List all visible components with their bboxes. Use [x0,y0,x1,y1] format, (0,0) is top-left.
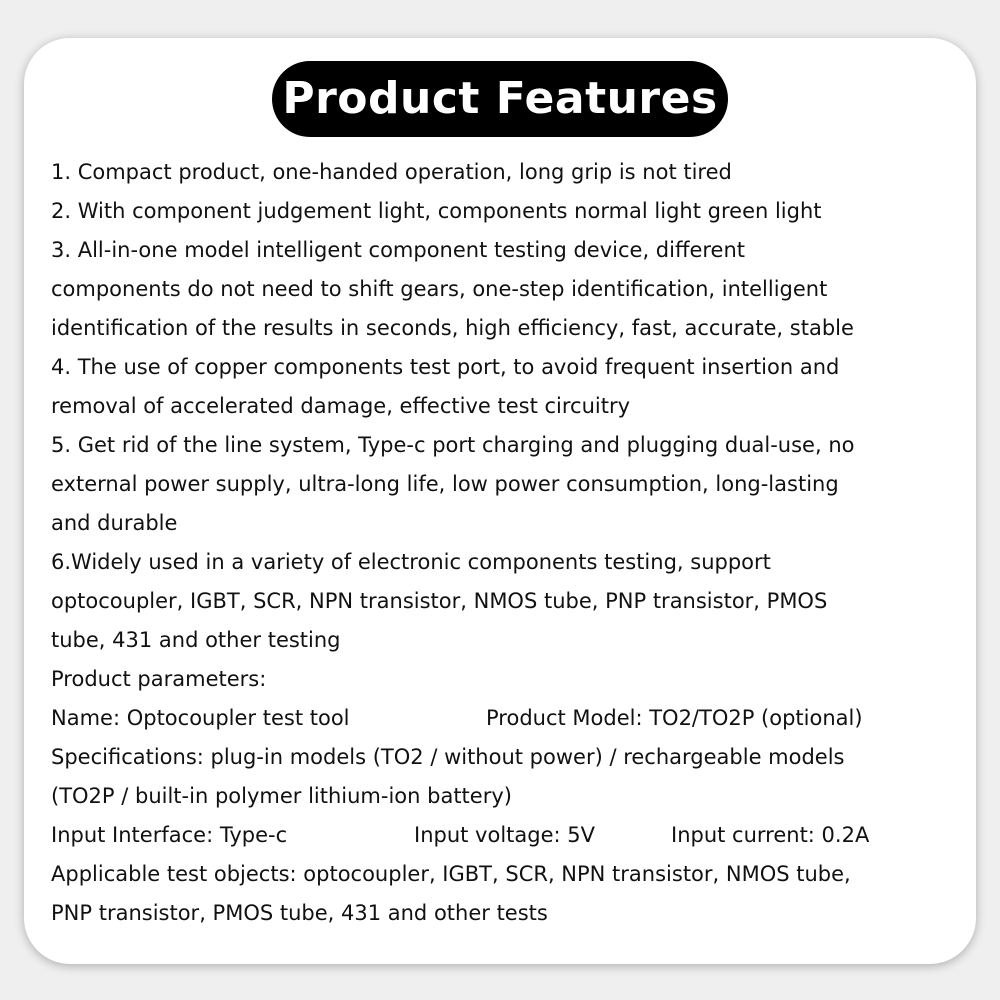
feature-line: 4. The use of copper components test port, to avoid frequent insertion and [51,355,840,379]
param-specifications: Specifications: plug-in models (TO2 / without power) / rechargeable models [51,745,845,769]
feature-line: components do not need to shift gears, one-step identification, intelligent [51,277,828,301]
param-name: Name: Optocoupler test tool [51,706,350,730]
input-row [51,816,956,855]
feature-line: 1. Compact product, one-handed operation, long grip is not tired [51,160,732,184]
feature-line: optocoupler, IGBT, SCR, NPN transistor, NMOS tube, PNP transistor, PMOS [51,589,828,613]
feature-line: tube, 431 and other testing [51,628,341,652]
page-title: Product Features [272,61,728,137]
parameters-heading: Product parameters: [51,667,267,691]
param-model: Product Model: TO2/TO2P (optional) [486,706,863,730]
feature-line: removal of accelerated damage, effective test circuitry [51,394,631,418]
param-input-interface: Input Interface: Type-c [51,823,288,847]
param-input-current: Input current: 0.2A [671,823,870,847]
param-specifications: (TO2P / built-in polymer lithium-ion battery) [51,784,512,808]
param-applicable: PNP transistor, PMOS tube, 431 and other tests [51,901,548,925]
name-model-row [51,699,956,738]
param-input-voltage: Input voltage: 5V [414,823,595,847]
feature-line: identification of the results in seconds, high efficiency, fast, accurate, stable [51,316,854,340]
feature-line: external power supply, ultra-long life, low power consumption, long-lasting [51,472,839,496]
features-text [51,153,956,933]
feature-line: 6.Widely used in a variety of electronic components testing, support [51,550,771,574]
feature-line: 2. With component judgement light, components normal light green light [51,199,822,223]
feature-line: 5. Get rid of the line system, Type-c port charging and plugging dual-use, no [51,433,855,457]
feature-line: and durable [51,511,178,535]
param-applicable: Applicable test objects: optocoupler, IGBT, SCR, NPN transistor, NMOS tube, [51,862,851,886]
feature-line: 3. All-in-one model intelligent component testing device, different [51,238,745,262]
